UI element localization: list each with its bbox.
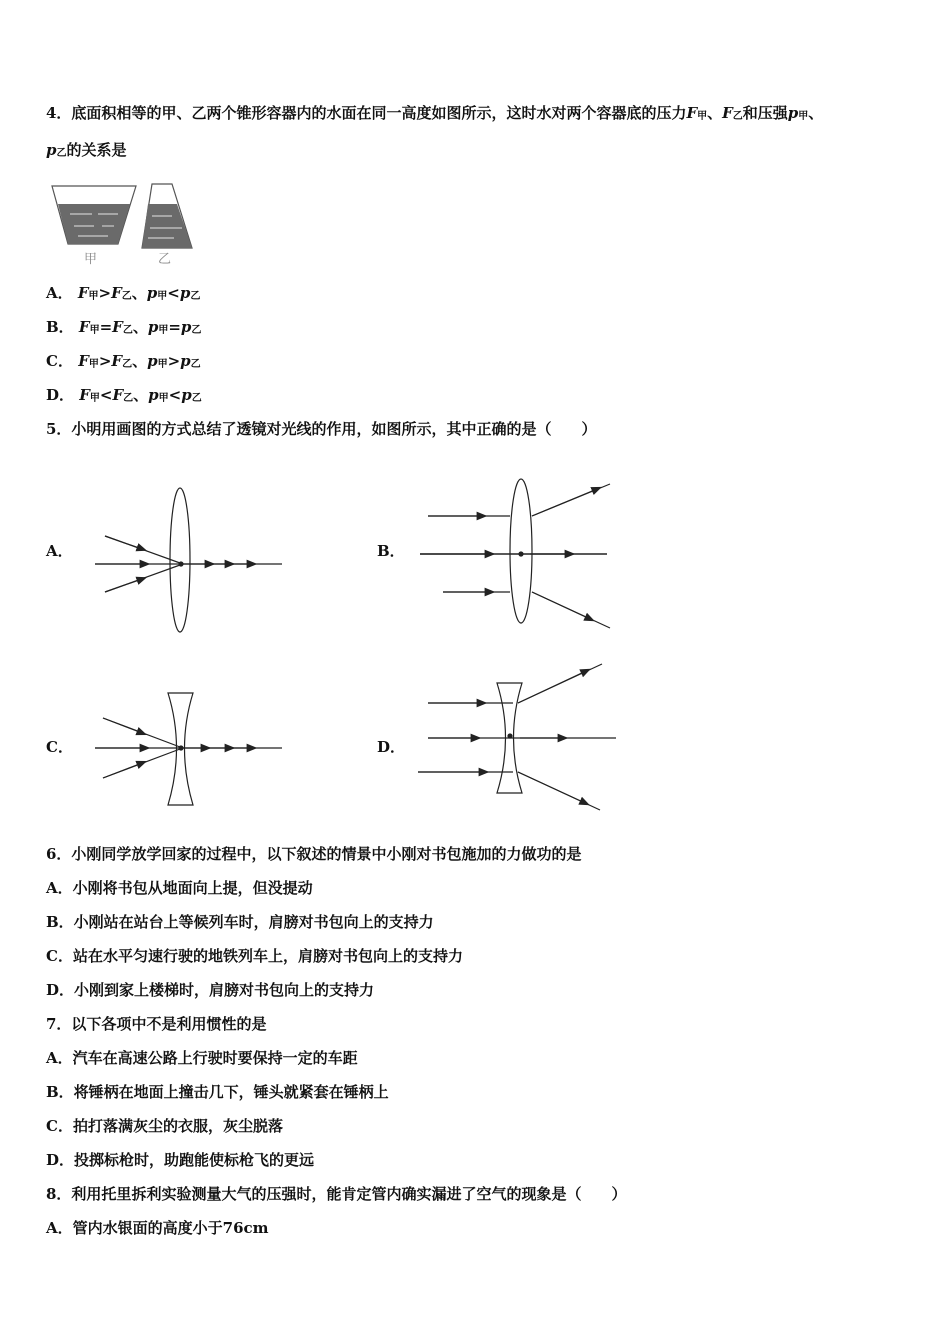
q7-option-b[interactable]: B．将锤柄在地面上撞击几下，锤头就紧套在锤柄上 [46,1083,389,1101]
diagram-a-convex-converging [95,488,282,632]
q6-option-c[interactable]: C．站在水平匀速行驶的地铁列车上，肩膀对书包向上的支持力 [46,947,463,965]
diagram-b-convex-diverging [420,479,610,628]
q7-option-d[interactable]: D．投掷标枪时，助跑能使标枪飞的更远 [46,1151,315,1169]
q7-option-c[interactable]: C．拍打落满灰尘的衣服，灰尘脱落 [46,1117,283,1135]
q5-label-b[interactable]: B． [377,542,405,560]
fig-label-yi: 乙 [158,252,172,267]
q5-label-a[interactable]: A． [46,542,73,560]
diagram-d-concave-diverging [418,664,616,810]
q4-option-c[interactable]: C． F甲>F乙、p甲>p乙 [46,352,201,370]
diagram-c-concave-converging [95,693,282,805]
q5-label-d[interactable]: D． [377,738,406,756]
q5-label-c[interactable]: C． [46,738,73,756]
q4-option-b[interactable]: B． F甲=F乙、p甲=p乙 [46,318,202,336]
q6-option-b[interactable]: B．小刚站在站台上等候列车时，肩膀对书包向上的支持力 [46,913,434,931]
q7-stem: 7．以下各项中不是利用惯性的是 [46,1015,267,1033]
q8-option-a[interactable]: A．管内水银面的高度小于76cm [46,1219,269,1237]
q4-stem-line1: 4．底面积相等的甲、乙两个锥形容器内的水面在同一高度如图所示，这时水对两个容器底的压力F甲、F乙和压强p甲、 [46,104,824,122]
q8-stem: 8．利用托里拆利实验测量大气的压强时，能肯定管内确实漏进了空气的现象是（ ） [46,1185,627,1203]
q7-option-a[interactable]: A．汽车在高速公路上行驶时要保持一定的车距 [46,1049,358,1067]
q6-option-a[interactable]: A．小刚将书包从地面向上提，但没提动 [46,879,313,897]
q6-option-d[interactable]: D．小刚到家上楼梯时，肩膀对书包向上的支持力 [46,981,375,999]
diagram-b-lens [510,479,532,623]
q4-stem-line2: p乙的关系是 [46,141,127,159]
q5-stem: 5．小明用画图的方式总结了透镜对光线的作用，如图所示，其中正确的是（ ） [46,420,597,438]
q4-option-d[interactable]: D． F甲<F乙、p甲<p乙 [46,386,202,404]
q4-stem-text: 4．底面积相等的甲、乙两个锥形容器内的水面在同一高度如图所示，这时水对两个容器底的压力 [46,104,687,122]
fig-label-jia: 甲 [84,252,98,267]
q4-option-a[interactable]: A． F甲>F乙、p甲<p乙 [46,284,201,302]
q6-stem: 6．小刚同学放学回家的过程中，以下叙述的情景中小刚对书包施加的力做功的是 [46,845,582,863]
